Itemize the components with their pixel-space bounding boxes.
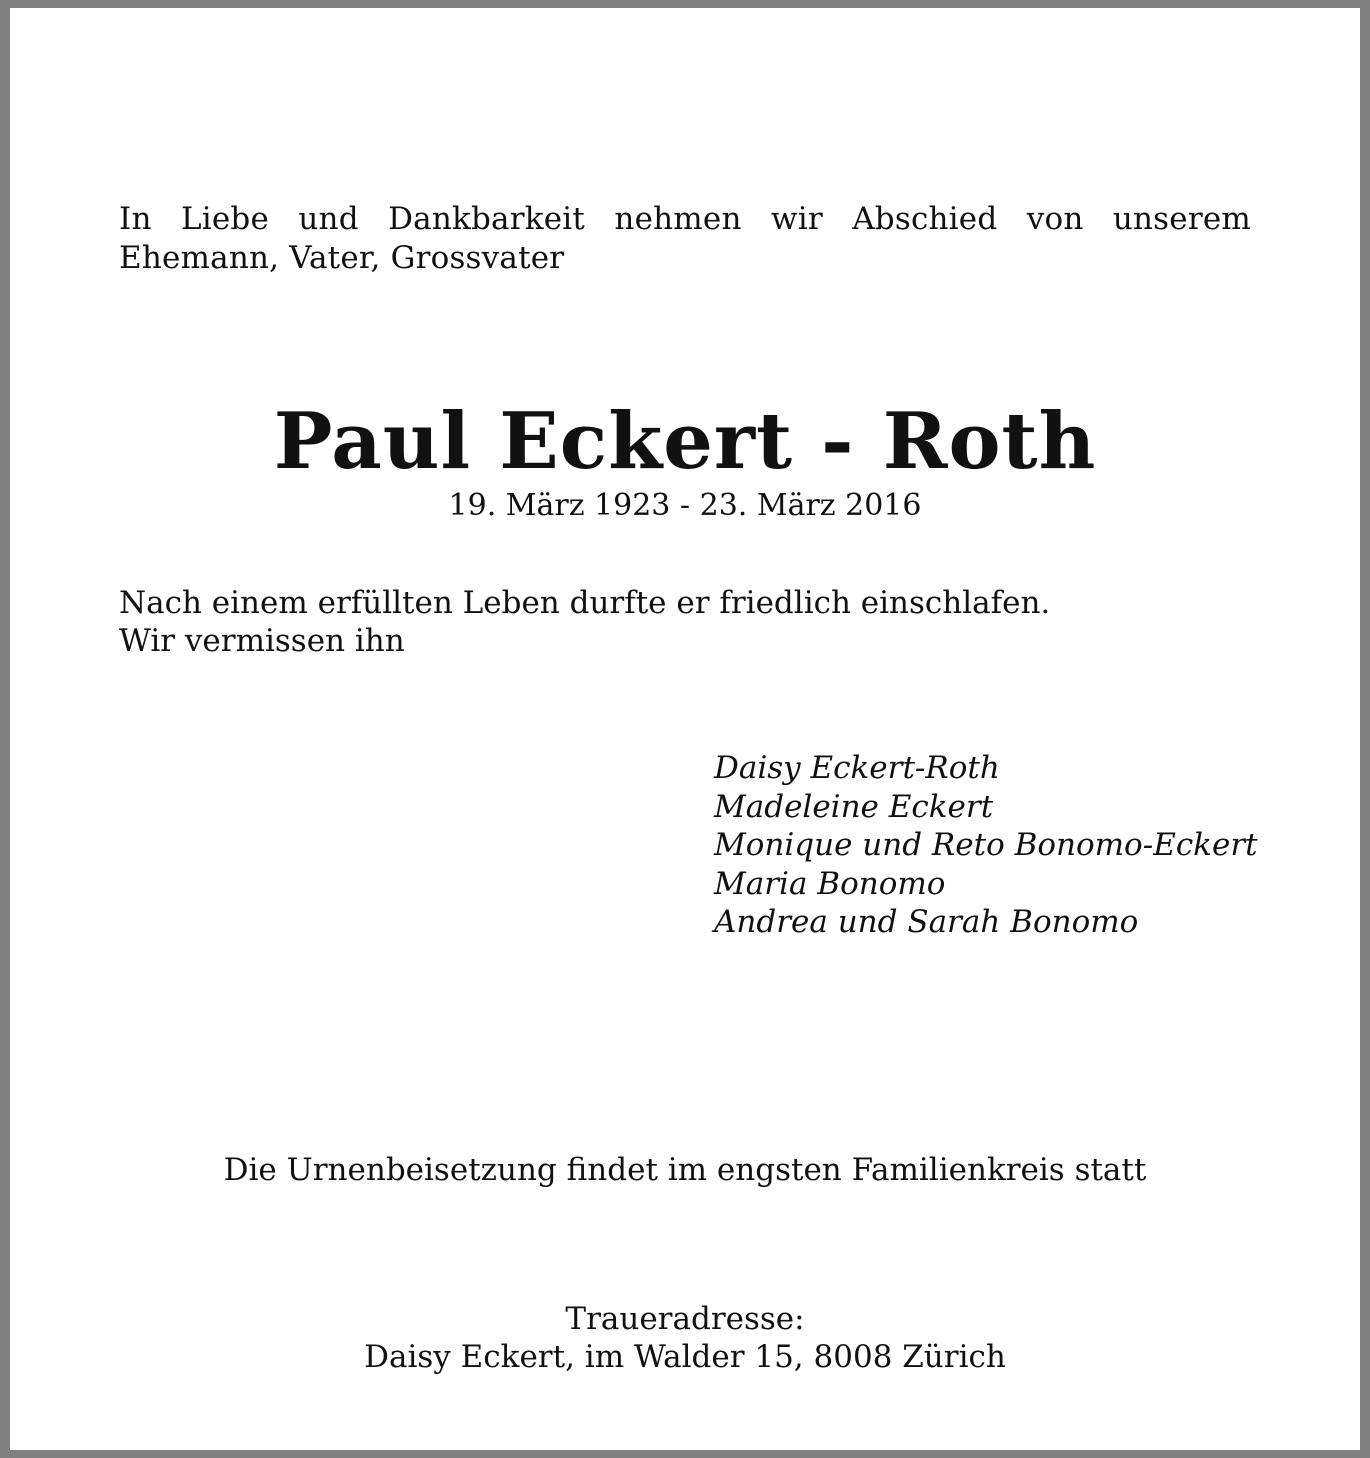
ceremony-note: Die Urnenbeisetzung findet im engsten Familienkreis statt [223,1152,1147,1188]
mourner-name: Maria Bonomo [714,865,946,902]
mourner-name: Madeleine Eckert [714,788,994,825]
message-line-2: Wir vermissen ihn [119,623,405,659]
mourner-name: Monique und Reto Bonomo-Eckert [714,827,1258,863]
farewell-message [119,584,1050,660]
mourners-list [714,749,1258,942]
mourner-name: Daisy Eckert-Roth [714,750,1000,786]
intro-line-1: In Liebe und Dankbarkeit nehmen wir Abschied von unserem [119,201,1251,237]
intro-line-2: Ehemann, Vater, Grossvater [119,240,565,276]
address-label: Traueradresse: [565,1301,805,1337]
mourner-name: Andrea und Sarah Bonomo [714,904,1139,940]
message-line-1: Nach einem erfüllten Leben durfte er friedlich einschlafen. [119,585,1051,621]
intro-text [119,200,1251,278]
address-value: Daisy Eckert, im Walder 15, 8008 Zürich [364,1339,1006,1375]
deceased-name: Paul Eckert - Roth [273,396,1097,487]
life-dates: 19. März 1923 - 23. März 2016 [448,488,922,523]
mourning-address [0,1300,1370,1376]
